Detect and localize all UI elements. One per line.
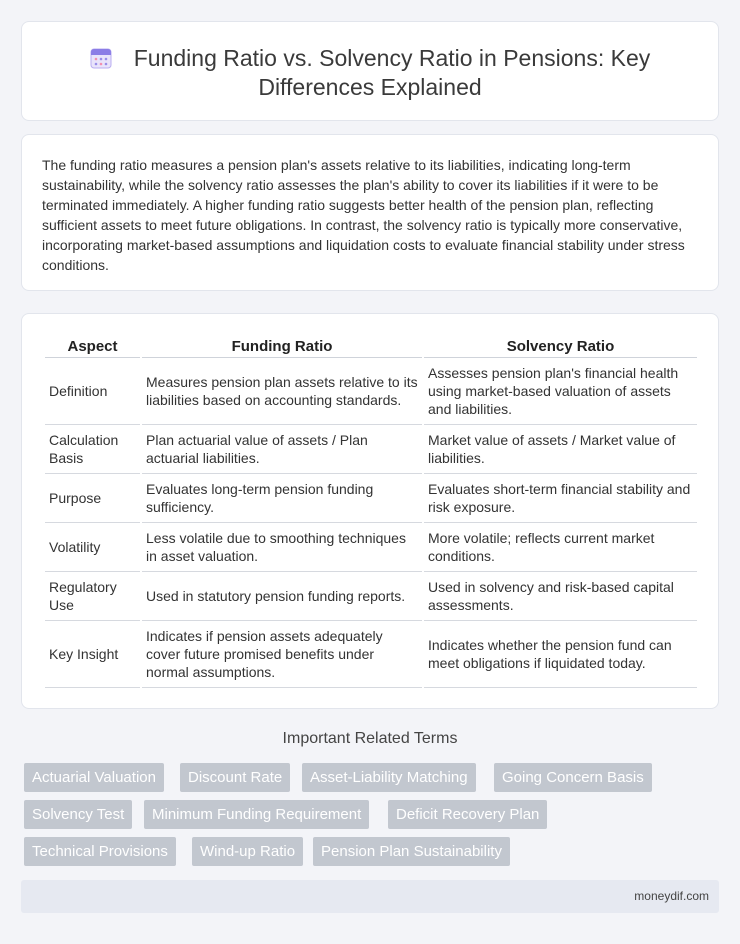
title-line-2: Differences Explained xyxy=(258,74,482,100)
tag-wind-up-ratio[interactable]: Wind-up Ratio xyxy=(192,837,303,866)
calendar-icon xyxy=(90,47,112,69)
cell-solvency: Indicates whether the pension fund can meet obligations if liquidated today. xyxy=(424,621,697,688)
cell-solvency: Evaluates short-term financial stability and risk exposure. xyxy=(424,474,697,523)
cell-solvency: More volatile; reflects current market conditions. xyxy=(424,523,697,572)
cell-aspect: Calculation Basis xyxy=(45,425,140,474)
cell-aspect: Key Insight xyxy=(45,621,140,688)
cell-funding: Indicates if pension assets adequately cover future promised benefits under normal assumptions. xyxy=(142,621,422,688)
tag-discount-rate[interactable]: Discount Rate xyxy=(180,763,290,792)
footer-bar xyxy=(21,880,719,913)
cell-aspect: Purpose xyxy=(45,474,140,523)
intro-card xyxy=(21,134,719,291)
table-row xyxy=(45,523,697,572)
cell-funding: Used in statutory pension funding reports. xyxy=(142,572,422,621)
tag-pension-plan-sustainability[interactable]: Pension Plan Sustainability xyxy=(313,837,510,866)
cell-aspect: Volatility xyxy=(45,523,140,572)
cell-funding: Less volatile due to smoothing techniques in asset valuation. xyxy=(142,523,422,572)
footer-site[interactable]: moneydif.com xyxy=(634,889,709,903)
tag-asset-liability-matching[interactable]: Asset-Liability Matching xyxy=(302,763,476,792)
comparison-card xyxy=(21,313,719,709)
comparison-table xyxy=(43,335,699,688)
cell-funding: Plan actuarial value of assets / Plan actuarial liabilities. xyxy=(142,425,422,474)
cell-solvency: Assesses pension plan's financial health using market-based valuation of assets and liabilities. xyxy=(424,358,697,425)
title-line-1: Funding Ratio vs. Solvency Ratio in Pensions: Key xyxy=(133,45,651,71)
tag-minimum-funding-requirement[interactable]: Minimum Funding Requirement xyxy=(144,800,369,829)
cell-aspect: Regulatory Use xyxy=(45,572,140,621)
tag-technical-provisions[interactable]: Technical Provisions xyxy=(24,837,176,866)
table-header-row xyxy=(45,335,697,358)
cell-funding: Measures pension plan assets relative to its liabilities based on accounting standards. xyxy=(142,358,422,425)
tag-solvency-test[interactable]: Solvency Test xyxy=(24,800,132,829)
table-row xyxy=(45,425,697,474)
tag-deficit-recovery-plan[interactable]: Deficit Recovery Plan xyxy=(388,800,547,829)
header-funding-ratio: Funding Ratio xyxy=(142,335,422,358)
cell-solvency: Used in solvency and risk-based capital assessments. xyxy=(424,572,697,621)
tag-actuarial-valuation[interactable]: Actuarial Valuation xyxy=(24,763,164,792)
table-row xyxy=(45,621,697,688)
title-card xyxy=(21,21,719,121)
related-terms-heading: Important Related Terms xyxy=(282,730,458,747)
table-row xyxy=(45,572,697,621)
tag-going-concern-basis[interactable]: Going Concern Basis xyxy=(494,763,652,792)
intro-paragraph: The funding ratio measures a pension plan's assets relative to its liabilities, indicating long-term sustainability, while the solvency ratio assesses the plan's ability to cover its liabilities if it were to be terminated immediately. A higher funding ratio suggests better health of the pension plan, reflecting sufficient assets to meet future obligations. In contrast, the solvency ratio is typically more conservative, incorporating market-based assumptions and liquidation costs to evaluate financial stability under stress conditions. xyxy=(42,157,685,273)
page-title xyxy=(22,44,718,102)
cell-solvency: Market value of assets / Market value of liabilities. xyxy=(424,425,697,474)
table-row xyxy=(45,474,697,523)
header-aspect: Aspect xyxy=(45,335,140,358)
cell-aspect: Definition xyxy=(45,358,140,425)
table-row xyxy=(45,358,697,425)
header-solvency-ratio: Solvency Ratio xyxy=(424,335,697,358)
cell-funding: Evaluates long-term pension funding sufficiency. xyxy=(142,474,422,523)
